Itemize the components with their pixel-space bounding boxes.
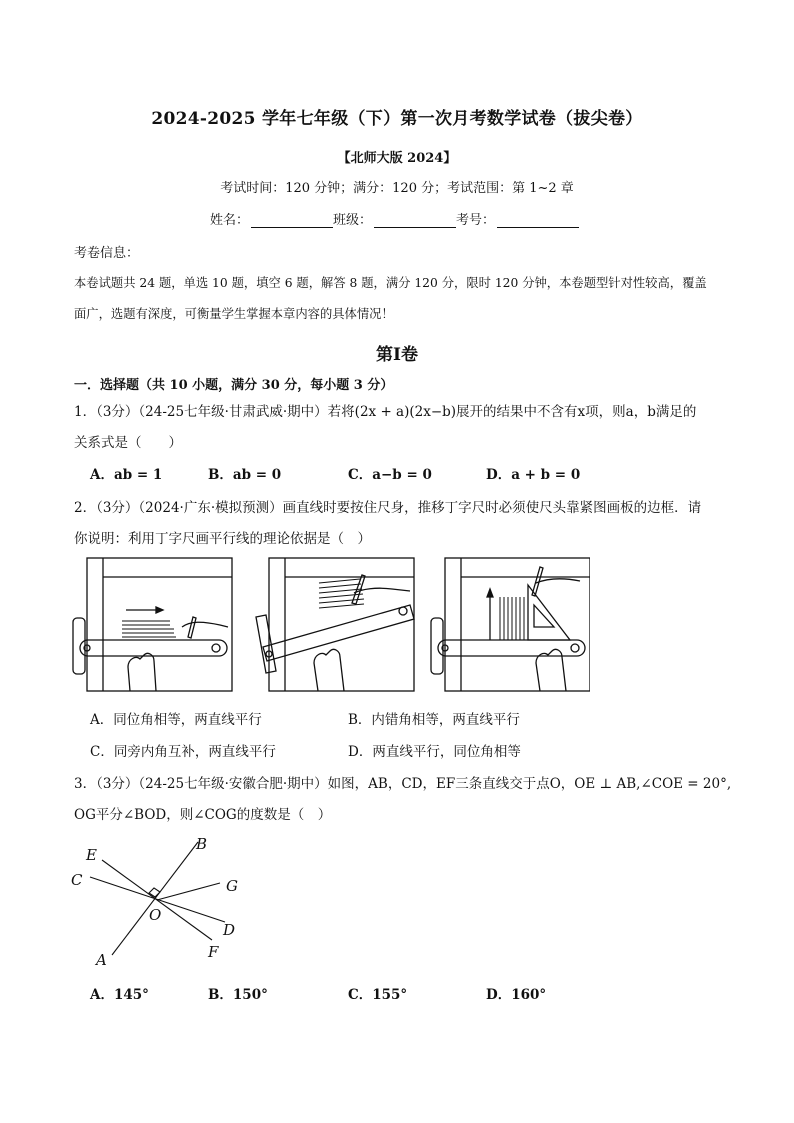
info-line-1: 本卷试题共 24 题，单选 10 题，填空 6 题，解答 8 题，满分 120 分，限时 120 分钟，本卷题型针对性较高，覆盖 <box>74 276 707 290</box>
q3-option-a[interactable]: A．145° <box>90 987 149 1003</box>
t-square-figure <box>70 555 590 695</box>
q2-line-1: 2．（3分）（2024·广东·模拟预测）画直线时要按住尺身，推移丁字尺时必须使尺头靠紧图画板的边框．请 <box>74 500 702 516</box>
angle-figure <box>65 830 250 970</box>
q2-option-c[interactable]: C．同旁内角互补，两直线平行 <box>90 744 276 760</box>
q2-option-a[interactable]: A．同位角相等，两直线平行 <box>90 712 262 728</box>
name-label: 姓名： <box>210 213 250 228</box>
label-f: F <box>208 943 219 961</box>
q1-option-a[interactable]: A．ab = 1 <box>90 467 163 483</box>
q1-option-c[interactable]: C．a−b = 0 <box>348 467 432 483</box>
label-c: C <box>71 871 83 889</box>
class-label: 班级： <box>333 213 373 228</box>
q2-option-d[interactable]: D．两直线平行，同位角相等 <box>348 744 521 760</box>
volume-title: 第Ⅰ卷 <box>376 345 418 365</box>
q3-option-b[interactable]: B．150° <box>208 987 268 1003</box>
exam-title: 2024-2025 学年七年级（下）第一次月考数学试卷（拔尖卷） <box>151 109 643 129</box>
number-label: 考号： <box>456 213 496 228</box>
q1-option-b[interactable]: B．ab = 0 <box>208 467 282 483</box>
q1-line-1: 1．（3分）（24-25七年级·甘肃武威·期中）若将(2x + a)(2x−b)展开的结果中不含有x项，则a，b满足的 <box>74 404 697 420</box>
class-blank[interactable] <box>374 213 456 228</box>
label-b: B <box>196 835 208 853</box>
q3-line-2: OG平分∠BOD，则∠COG的度数是（ ） <box>74 807 332 823</box>
q3-option-d[interactable]: D．160° <box>486 987 547 1003</box>
label-g: G <box>226 877 238 895</box>
label-o: O <box>149 906 162 924</box>
number-blank[interactable] <box>497 213 579 228</box>
section-1-heading: 一．选择题（共 10 小题，满分 30 分，每小题 3 分） <box>74 378 394 393</box>
student-fields <box>210 209 579 228</box>
q1-option-d[interactable]: D．a + b = 0 <box>486 467 581 483</box>
ray-og <box>157 883 220 900</box>
q2-line-2: 你说明：利用丁字尺画平行线的理论依据是（ ） <box>74 531 371 547</box>
edition-label: 【北师大版 2024】 <box>337 151 457 166</box>
info-line-2: 面广，选题有深度，可衡量学生掌握本章内容的具体情况！ <box>74 307 394 321</box>
label-e: E <box>86 846 97 864</box>
exam-meta: 考试时间：120 分钟；满分：120 分；考试范围：第 1~2 章 <box>220 181 574 196</box>
q1-line-2: 关系式是（ ） <box>74 435 182 451</box>
q2-option-b[interactable]: B．内错角相等，两直线平行 <box>348 712 520 728</box>
info-heading: 考卷信息： <box>74 246 140 261</box>
label-a: A <box>96 951 107 969</box>
name-blank[interactable] <box>251 213 333 228</box>
label-d: D <box>223 921 236 939</box>
q3-option-c[interactable]: C．155° <box>348 987 408 1003</box>
q3-line-1: 3．（3分）（24-25七年级·安徽合肥·期中）如图，AB，CD，EF三条直线交于点O，OE ⊥ AB,∠COE = 20°, <box>74 776 732 792</box>
